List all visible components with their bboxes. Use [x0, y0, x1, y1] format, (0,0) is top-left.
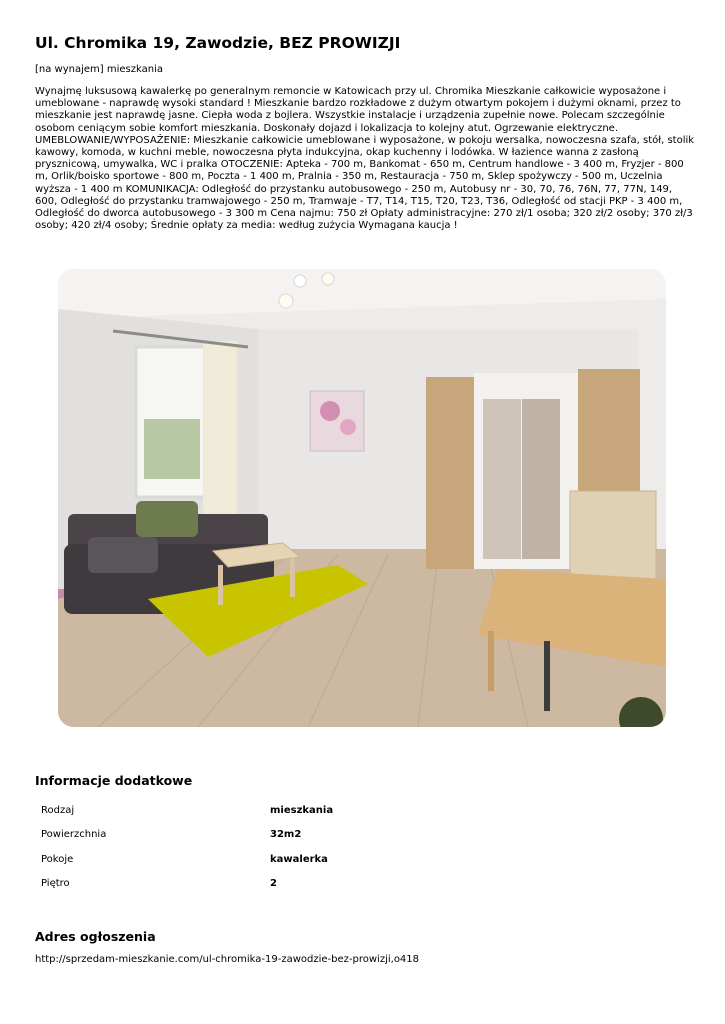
- listing-description: Wynajmę luksusową kawalerkę po generalnym remoncie w Katowicach przy ul. Chromika Mieszkanie całkowicie wyposażone i umeblowane - naprawdę wysoki standard ! Mieszkanie bardzo rozkładowe z dużym otwartym pokojem i dużymi oknami, przez to mieszkanie jest naprawdę jasne. Ciepła woda z bojlera. Wszystkie instalacje i urządzenia zupełnie nowe. Polecam szczególnie osobom ceniącym sobie komfort mieszkania. Doskonały dojazd i lokalizacja to kolejny atut. Ogrzewanie elektryczne. UMEBLOWANIE/WYPOSAŻENIE: Mieszkanie całkowicie umeblowane i wyposażone, w pokoju wersalka, nowoczesna szafa, stół, stolik kawowy, komoda, w kuchni meble, nowoczesna płyta indukcyjna, okap kuchenny i lodówka. W łazience wanna z zasłoną prysznicową, umywalka, WC i pralka OTOCZENIE: Apteka - 700 m, Bankomat - 650 m, Centrum handlowe - 3 400 m, Fryzjer - 800 m, Orlik/boisko sportowe - 800 m, Poczta - 1 400 m, Pralnia - 350 m, Restauracja - 750 m, Sklep spożywczy - 500 m, Uczelnia wyższa - 1 400 m KOMUNIKACJA: Odległość do przystanku autobusowego - 250 m, Autobusy nr - 30, 70, 76, 76N, 77, 77N, 149, 600, Odległość do przystanku tramwajowego - 250 m, Tramwaje - T7, T14, T15, T20, T23, T36, Odległość od stacji PKP - 3 400 m, Odległość do dworca autobusowego - 3 300 m Cena najmu: 750 zł Opłaty administracyjne: 270 zł/1 osoba; 320 zł/2 osoby; 370 zł/3 osoby; 420 zł/4 osoby; Średnie opłaty za media: według zużycia Wymagana kaucja !: [35, 86, 695, 232]
- info-row: [0, 854, 725, 874]
- info-value: 32m2: [270, 829, 302, 840]
- apartment-photo: [58, 269, 666, 727]
- info-row: [0, 878, 725, 898]
- info-label: Rodzaj: [41, 805, 75, 816]
- info-label: Powierzchnia: [41, 829, 107, 840]
- info-value: kawalerka: [270, 854, 328, 865]
- info-row: [0, 805, 725, 825]
- listing-url[interactable]: http://sprzedam-mieszkanie.com/ul-chromika-19-zawodzie-bez-prowizji,o418: [35, 954, 420, 965]
- apartment-photo-illustration: [58, 269, 666, 727]
- info-label: Piętro: [41, 878, 70, 889]
- listing-title: Ul. Chromika 19, Zawodzie, BEZ PROWIZJI: [35, 34, 401, 52]
- additional-info-heading: Informacje dodatkowe: [35, 773, 193, 788]
- listing-category: [na wynajem] mieszkania: [35, 64, 163, 75]
- info-row: [0, 829, 725, 849]
- info-value: 2: [270, 878, 277, 889]
- info-value: mieszkania: [270, 805, 334, 816]
- address-heading: Adres ogłoszenia: [35, 929, 156, 944]
- info-label: Pokoje: [41, 854, 74, 865]
